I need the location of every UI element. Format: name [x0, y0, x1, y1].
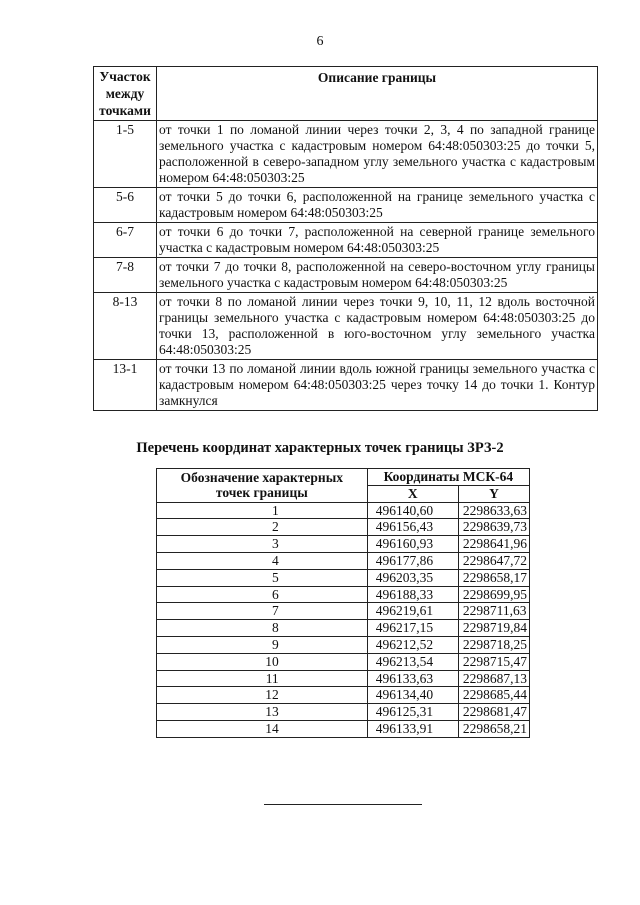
table-row — [157, 552, 530, 569]
coordinates-title: Перечень координат характерных точек границы ЗРЗ-2 — [136, 440, 504, 456]
y-cell: 2298633,63 — [458, 502, 529, 519]
x-cell: 496217,15 — [367, 620, 458, 637]
y-cell: 2298715,47 — [458, 653, 529, 670]
x-cell: 496212,52 — [367, 636, 458, 653]
coordinates-table — [156, 468, 530, 738]
x-cell: 496160,93 — [367, 536, 458, 553]
x-cell: 496203,35 — [367, 569, 458, 586]
boundary-description-table — [93, 66, 598, 411]
point-cell: 12 — [157, 687, 368, 704]
point-cell: 11 — [157, 670, 368, 687]
point-header-line2: точек границы — [215, 485, 308, 501]
table-row — [157, 687, 530, 704]
segment-cell: 7-8 — [94, 258, 157, 293]
point-column-header — [157, 469, 368, 503]
y-cell: 2298658,17 — [458, 569, 529, 586]
y-cell: 2298685,44 — [458, 687, 529, 704]
description-cell: от точки 5 до точки 6, расположенной на границе земельного участка с кадастровым номером 64:48:050303:25 — [157, 188, 598, 223]
table-row — [157, 636, 530, 653]
point-cell: 10 — [157, 653, 368, 670]
segment-header-line3: точками — [99, 103, 151, 118]
description-cell: от точки 7 до точки 8, расположенной на северо-восточном углу границы земельного участка с кадастровым номером 64:48:050303:25 — [157, 258, 598, 293]
y-cell: 2298699,95 — [458, 586, 529, 603]
table-row — [157, 653, 530, 670]
coordinates-header-row — [157, 469, 530, 486]
point-cell: 7 — [157, 603, 368, 620]
y-column-header: Y — [458, 485, 529, 502]
table-row — [157, 569, 530, 586]
table-row — [157, 620, 530, 637]
segment-header-line2: между — [105, 86, 145, 101]
table-row — [94, 293, 598, 360]
x-column-header: X — [367, 485, 458, 502]
point-cell: 3 — [157, 536, 368, 553]
y-cell: 2298719,84 — [458, 620, 529, 637]
x-cell: 496125,31 — [367, 704, 458, 721]
point-cell: 2 — [157, 519, 368, 536]
table-row — [94, 258, 598, 293]
segment-cell: 8-13 — [94, 293, 157, 360]
y-cell: 2298658,21 — [458, 720, 529, 737]
point-cell: 13 — [157, 704, 368, 721]
footer-divider — [264, 804, 422, 805]
table-row — [94, 360, 598, 411]
point-cell: 1 — [157, 502, 368, 519]
point-cell: 8 — [157, 620, 368, 637]
table-row — [157, 536, 530, 553]
x-cell: 496177,86 — [367, 552, 458, 569]
table-row — [157, 603, 530, 620]
point-cell: 6 — [157, 586, 368, 603]
x-cell: 496156,43 — [367, 519, 458, 536]
point-cell: 4 — [157, 552, 368, 569]
description-cell: от точки 6 до точки 7, расположенной на северной границе земельного участка с кадастровым номером 64:48:050303:25 — [157, 223, 598, 258]
segment-cell: 5-6 — [94, 188, 157, 223]
boundary-table-header-row — [94, 67, 598, 121]
point-header-line1: Обозначение характерных — [180, 469, 343, 485]
page-number: 6 — [316, 34, 324, 49]
table-row — [157, 670, 530, 687]
x-cell: 496134,40 — [367, 687, 458, 704]
segment-header-line1: Участок — [99, 69, 151, 84]
description-cell: от точки 13 по ломаной линии вдоль южной границы земельного участка с кадастровым номером 64:48:050303:25 через точку 14 до точки 1. Контур замкнулся — [157, 360, 598, 411]
table-row — [157, 519, 530, 536]
table-row — [157, 502, 530, 519]
point-cell: 5 — [157, 569, 368, 586]
y-cell: 2298647,72 — [458, 552, 529, 569]
x-cell: 496213,54 — [367, 653, 458, 670]
y-cell: 2298687,13 — [458, 670, 529, 687]
y-cell: 2298639,73 — [458, 519, 529, 536]
y-cell: 2298711,63 — [458, 603, 529, 620]
table-row — [94, 223, 598, 258]
x-cell: 496133,63 — [367, 670, 458, 687]
coordinate-system-header: Координаты МСК-64 — [367, 469, 529, 486]
table-row — [94, 121, 598, 188]
x-cell: 496219,61 — [367, 603, 458, 620]
y-cell: 2298718,25 — [458, 636, 529, 653]
y-cell: 2298641,96 — [458, 536, 529, 553]
table-row — [157, 586, 530, 603]
segment-cell: 1-5 — [94, 121, 157, 188]
segment-column-header — [94, 67, 157, 121]
description-cell: от точки 8 по ломаной линии через точки 9, 10, 11, 12 вдоль восточной границы земельного участка с кадастровым номером 64:48:050303:25 до точки 13, расположенной в юго-восточном углу земельного участка 64:48:050303:25 — [157, 293, 598, 360]
segment-cell: 6-7 — [94, 223, 157, 258]
x-cell: 496133,91 — [367, 720, 458, 737]
x-cell: 496188,33 — [367, 586, 458, 603]
x-cell: 496140,60 — [367, 502, 458, 519]
description-column-header: Описание границы — [157, 67, 598, 121]
segment-cell: 13-1 — [94, 360, 157, 411]
y-cell: 2298681,47 — [458, 704, 529, 721]
description-cell: от точки 1 по ломаной линии через точки 2, 3, 4 по западной границе земельного участка с кадастровым номером 64:48:050303:25 до точки 5, расположенной в северо-западном углу земельного участка с кадастровым номером 64:48:050303:25 — [157, 121, 598, 188]
table-row — [157, 720, 530, 737]
point-cell: 9 — [157, 636, 368, 653]
point-cell: 14 — [157, 720, 368, 737]
table-row — [94, 188, 598, 223]
table-row — [157, 704, 530, 721]
